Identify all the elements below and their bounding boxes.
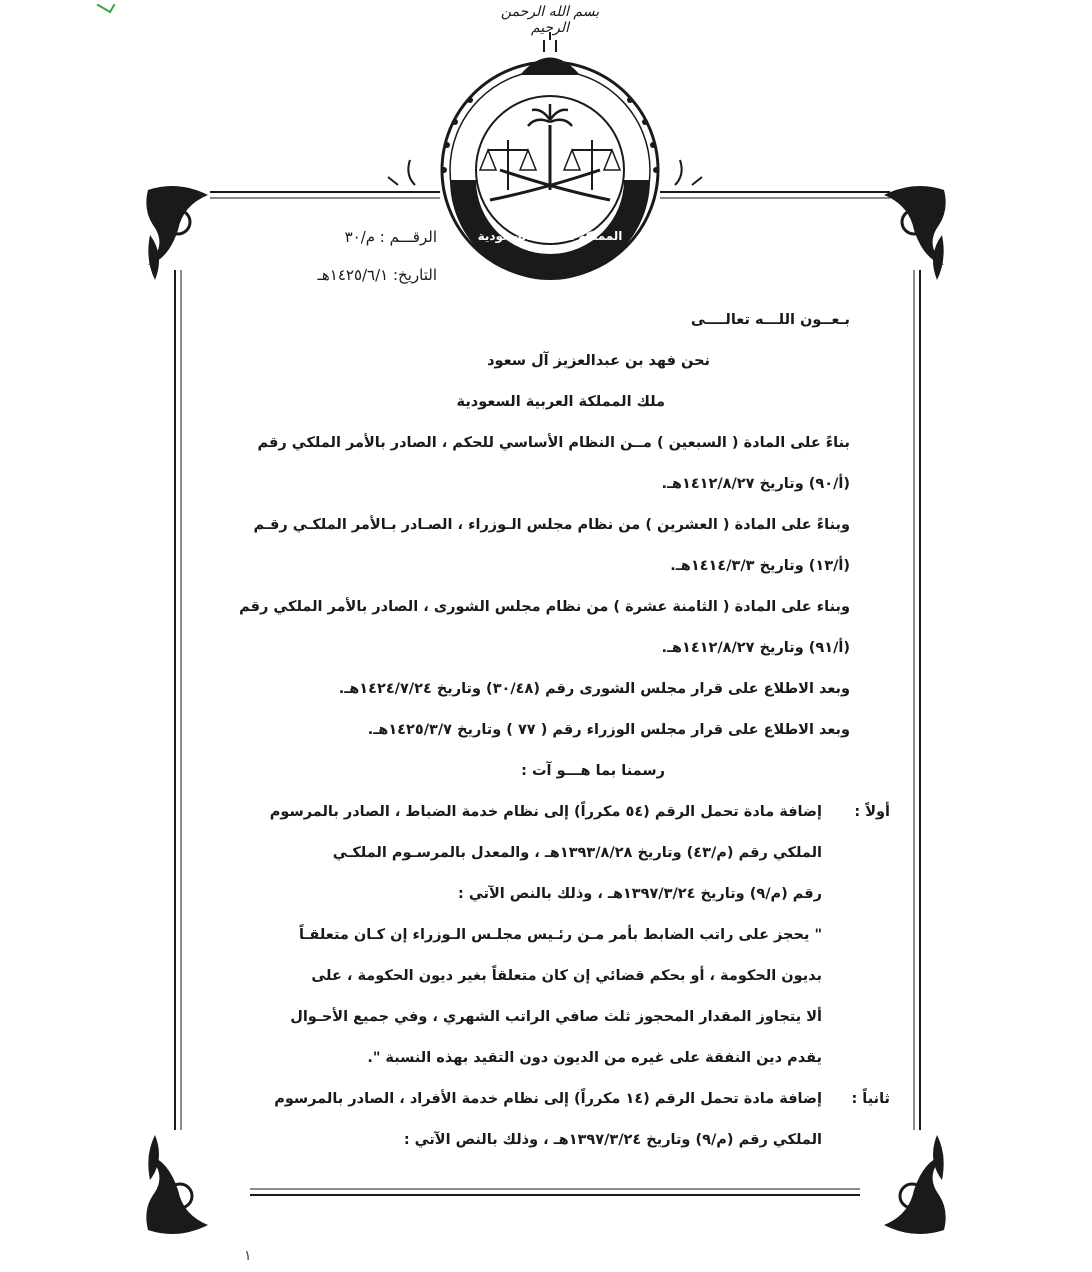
article-second	[225, 1079, 890, 1161]
article-label: أولاً :	[854, 804, 890, 820]
king-title: ملك المملكة العربية السعودية	[456, 394, 665, 410]
paragraph-line: (أ/٩٠) وتاريخ ١٤١٢/٨/٢٧هـ.	[661, 476, 850, 492]
quote-line: ألا يتجاوز المقدار المحجوز ثلث صافي الراتب الشهري ، وفي جميع الأحـوال	[290, 1009, 822, 1025]
article-line: الملكي رقم (م/٤٣) وتاريخ ١٣٩٣/٨/٢٨هـ ، والمعدل بالمرسـوم الملكـي	[332, 845, 822, 861]
article-line: رقم (م/٩) وتاريخ ١٣٩٧/٣/٢٤هـ ، وذلك بالنص الآتي :	[458, 886, 822, 902]
article-first	[225, 792, 890, 1079]
quote-line: " يحجز على راتب الضابط بأمر مـن رئـيس مجلـس الـوزراء إن كـان متعلقـاً	[299, 927, 822, 943]
saudi-emblem	[441, 32, 659, 280]
quote-line: يقدم دين النفقة على غيره من الديون دون التقيد بهذه النسبة ".	[367, 1050, 822, 1066]
paragraph-line: وبعد الاطلاع على قرار مجلس الوزراء رقم ( ٧٧ ) وتاريخ ١٤٢٥/٣/٧هـ.	[367, 722, 850, 738]
resolved-line: رسمنا بما هـــو آت :	[521, 763, 665, 779]
opening-line: بـعــون اللـــه تعالــــى	[690, 312, 850, 328]
quote-line: بديون الحكومة ، أو بحكم قضائي إن كان متعلقاً بغير ديون الحكومة ، على	[311, 968, 822, 984]
decree-number: الرقـــم : م/٣٠	[344, 228, 437, 246]
decree-date: التاريخ: ١٤٢٥/٦/١هـ	[317, 266, 437, 284]
emblem-inscription: المملكة العربية السعودية	[477, 229, 623, 243]
king-name: نحن فهد بن عبدالعزيز آل سعود	[487, 353, 710, 369]
page-number: ١	[244, 1248, 252, 1264]
decree-body	[225, 300, 890, 1161]
article-line: الملكي رقم (م/٩) وتاريخ ١٣٩٧/٣/٢٤هـ ، وذلك بالنص الآتي :	[403, 1132, 822, 1148]
corner-ornament	[146, 186, 208, 280]
paragraph-line: (أ/١٣) وتاريخ ١٤١٤/٣/٣هـ.	[670, 558, 850, 574]
paragraph-line: وبناء على المادة ( الثامنة عشرة ) من نظام مجلس الشورى ، الصادر بالأمر الملكي رقم	[239, 599, 850, 615]
paragraph-line: وبناءً على المادة ( العشرين ) من نظام مجلس الـوزراء ، الصـادر بـالأمر الملكـي رقـم	[253, 517, 850, 533]
paragraph-line: بناءً على المادة ( السبعين ) مــن النظام الأساسي للحكم ، الصادر بالأمر الملكي رقم	[257, 435, 850, 451]
paragraph-line: (أ/٩١) وتاريخ ١٤١٢/٨/٢٧هـ.	[661, 640, 850, 656]
basmala: بسم الله الرحمن الرحيم	[500, 4, 600, 36]
article-line: إضافة مادة تحمل الرقم (١٤ مكرراً) إلى نظام خدمة الأفراد ، الصادر بالمرسوم	[274, 1091, 822, 1107]
article-label: ثانياً :	[851, 1091, 890, 1107]
decree-meta	[237, 218, 437, 294]
paragraph-line: وبعد الاطلاع على قرار مجلس الشورى رقم (٣٠/٤٨) وتاريخ ١٤٢٤/٧/٢٤هـ.	[338, 681, 850, 697]
article-line: إضافة مادة تحمل الرقم (٥٤ مكرراً) إلى نظام خدمة الضباط ، الصادر بالمرسوم	[269, 804, 822, 820]
